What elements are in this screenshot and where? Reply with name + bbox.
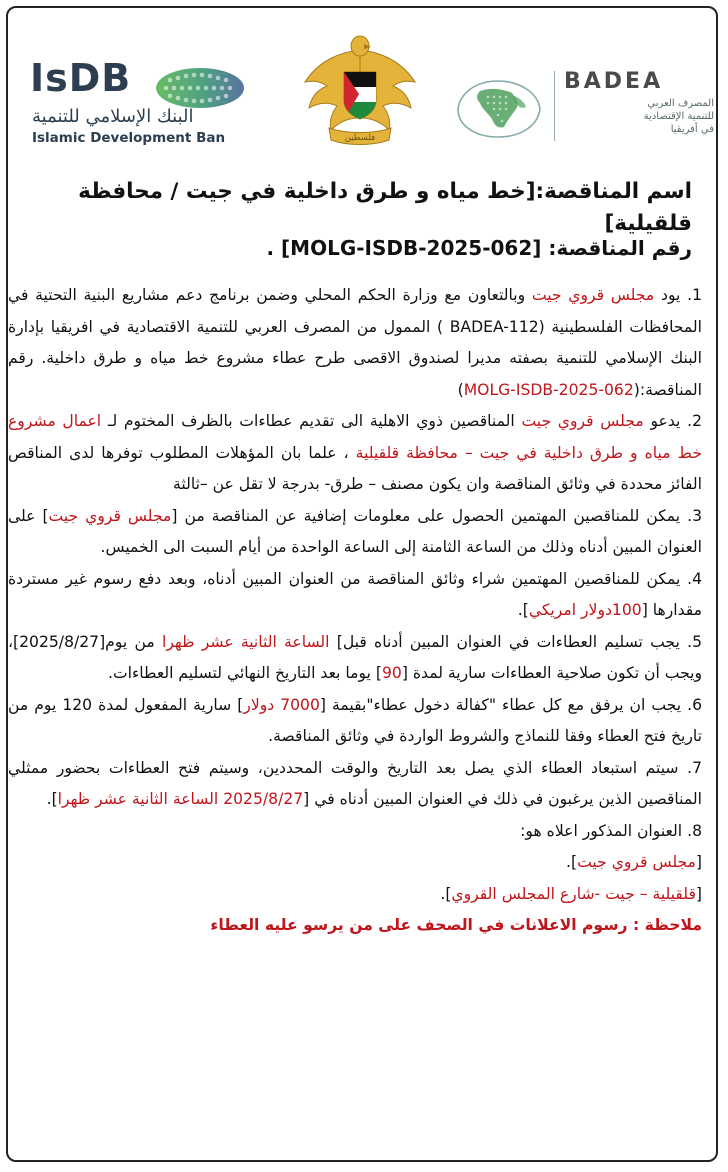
clause-text: ]. bbox=[517, 601, 529, 619]
clause-text: المناقصين ذوي الاهلية الى تقديم عطاءات بالظرف المختوم لـ bbox=[107, 412, 515, 430]
clause-3 bbox=[8, 501, 702, 564]
clause-text: ) bbox=[457, 380, 464, 399]
clause-text: من يوم[2025/8/27]، ويجب أن تكون صلاحية العطاءات سارية لمدة [ bbox=[8, 632, 702, 682]
clause-8 bbox=[8, 816, 702, 848]
clause-text: ، علما بان المؤهلات المطلوب توفرها لدى المناقص الفائز محددة في وثائق المناقصة وان يكون مصنف – طرق- بدرجة لا تقل عن –ثالثة bbox=[8, 443, 702, 493]
clause-number: 5. bbox=[687, 632, 702, 651]
clause-text: يجب ان يرفق مع كل عطاء "كفالة دخول عطاء"بقيمة [ bbox=[319, 695, 682, 714]
clause-text: ] سارية المفعول لمدة 120 يوم من تاريخ فتح العطاء وفقا للنماذج والشروط الواردة في وثائق المناقصة. bbox=[8, 695, 702, 745]
council-name: مجلس قروي جيت bbox=[48, 506, 172, 525]
clause-number: 1. bbox=[687, 286, 702, 304]
africa-map-icon bbox=[446, 75, 546, 141]
address-council: [مجلس قروي جيت]. bbox=[566, 853, 702, 871]
clause-5 bbox=[8, 627, 702, 690]
submission-time: الساعة الثانية عشر ظهرا bbox=[161, 632, 330, 651]
project-name: اعمال مشروع خط مياه و طرق داخلية في جيت – محافظة قلقيلية bbox=[8, 412, 702, 462]
clause-text: ]. bbox=[46, 790, 58, 808]
validity-days: 90 bbox=[381, 664, 402, 682]
badea-arabic-line-2: للتنمية الإقتصادية bbox=[643, 111, 714, 122]
clause-6 bbox=[8, 690, 702, 753]
council-name: مجلس قروي جيت bbox=[531, 286, 655, 304]
clause-4 bbox=[8, 564, 702, 627]
clause-text: ] يوما بعد التاريخ النهائي لتسليم العطاءات. bbox=[107, 664, 382, 682]
isdb-arabic-name: البنك الإسلامي للتنمية bbox=[32, 106, 194, 127]
badea-arabic-name bbox=[564, 97, 714, 136]
fees-note: ملاحظة : رسوم الاعلانات في الصحف على من يرسو عليه العطاء bbox=[210, 916, 702, 934]
council-name: مجلس قروي جيت bbox=[521, 412, 644, 430]
clause-number: 7. bbox=[687, 758, 702, 777]
logo-header bbox=[8, 8, 720, 158]
street-address: قلقيلية – جيت -شارع المجلس القروي bbox=[451, 884, 696, 903]
document-fee: 100دولار امريكي bbox=[528, 601, 642, 619]
clause-text: وبالتعاون مع وزارة الحكم المحلي وضمن برنامج دعم مشاريع البنية التحتية في المحافظات الفلسطينية (BADEA-112 ) الممول من المصرف العربي للتنمية الاقتصادية في افريقيا بإدارة البنك الإسلامي للتنمية بصفته مديرا لصندوق الاقصى طرح عطاء مشروع خط مياه و طرق داخلية. رقم المناقصة:( bbox=[8, 286, 702, 399]
badea-acronym: BADEA bbox=[564, 69, 664, 94]
isdb-acronym: IsDB bbox=[30, 56, 132, 100]
tender-reference: MOLG-ISDB-2025-062 bbox=[463, 380, 634, 399]
palestine-eagle-emblem bbox=[301, 30, 419, 150]
tender-number: رقم المناقصة: [MOLG-ISDB-2025-062] . bbox=[266, 236, 692, 260]
isdb-english-name: Islamic Development Ban bbox=[32, 130, 226, 146]
badea-arabic-line-3: في أفريقيا bbox=[670, 124, 714, 135]
tender-title: اسم المناقصة:[خط مياه و طرق داخلية في جيت / محافظة قلقيلية] bbox=[78, 179, 692, 236]
badea-logo bbox=[446, 63, 718, 153]
clause-text: يمكن للمناقصين المهتمين شراء وثائق المناقصة من العنوان المبين أدناه، وبعد دفع رسوم غير مستردة مقدارها [ bbox=[8, 569, 702, 619]
clause-text: سيتم استبعاد العطاء الذي يصل بعد التاريخ والوقت المحددين، وسيتم فتح العطاءات بحضور ممثلي المناقصين الذين يرغبون في ذلك في العنوان المبين أدناه في [ bbox=[8, 758, 702, 808]
isdb-logo bbox=[30, 56, 250, 151]
clause-1 bbox=[8, 280, 702, 406]
clause-number: 4. bbox=[687, 569, 702, 588]
clause-text: يمكن للمناقصين المهتمين الحصول على معلومات إضافية عن المناقصة من [ bbox=[171, 506, 681, 525]
address-street: [قلقيلية – جيت -شارع المجلس القروي]. bbox=[440, 884, 702, 903]
clause-number: 2. bbox=[687, 412, 702, 430]
clause-number: 6. bbox=[687, 695, 702, 714]
emblem-caption: فلسطين bbox=[344, 133, 376, 143]
clause-text: يجب تسليم العطاءات في العنوان المبين أدناه قبل] bbox=[336, 632, 680, 651]
bid-guarantee: 7000 دولار bbox=[243, 695, 320, 714]
clause-text: ] على العنوان المبين أدناه وذلك من الساعة الثامنة إلى الساعة الواحدة من أيام السبت الى الخميس. bbox=[8, 506, 702, 556]
isdb-globe-icon bbox=[154, 66, 246, 110]
clause-text: العنوان المذكور اعلاه هو: bbox=[520, 821, 683, 840]
badea-arabic-line-1: المصرف العربي bbox=[647, 98, 714, 109]
clause-text: يدعو bbox=[650, 412, 681, 430]
advertisement-frame bbox=[6, 6, 718, 1162]
tender-body bbox=[8, 280, 702, 942]
clause-text: يود bbox=[661, 286, 681, 304]
council-name: مجلس قروي جيت bbox=[577, 853, 696, 871]
clause-number: 8. bbox=[687, 821, 702, 840]
clause-7 bbox=[8, 753, 702, 816]
badea-divider bbox=[554, 71, 555, 141]
clause-2 bbox=[8, 406, 702, 501]
clause-number: 3. bbox=[687, 506, 703, 525]
opening-date: 2025/8/27 الساعة الثانية عشر ظهرا bbox=[57, 790, 304, 808]
